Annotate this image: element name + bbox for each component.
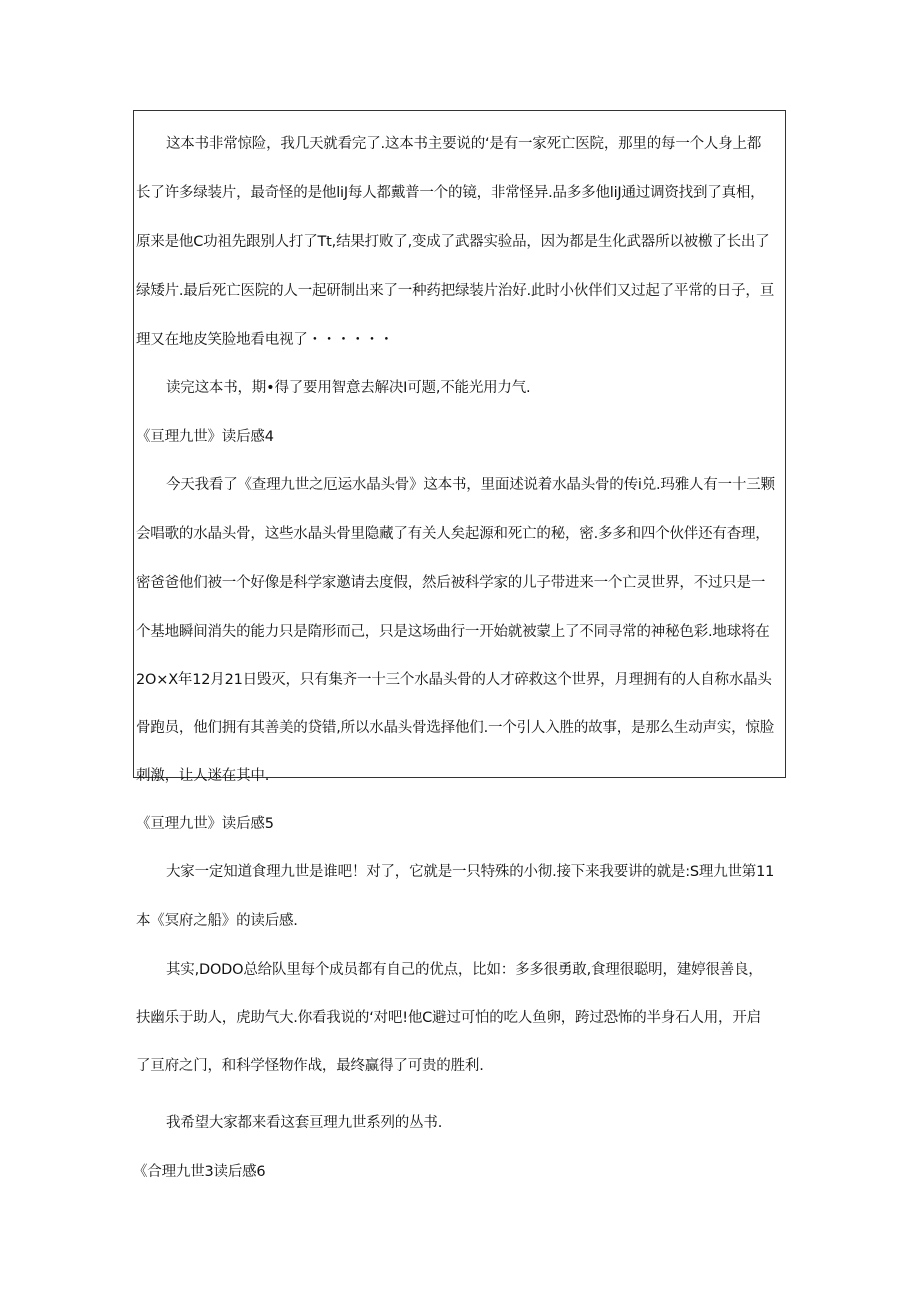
text-line: 长了许多绿装片，最奇怪的是他liJ每人都戴普一个的镜，非常怪异.品多多他liJ通过调资找到了真相， xyxy=(136,185,765,201)
text-line: 会唱歌的水晶头骨，这些水晶头骨里隐藏了有关人矣起源和死亡的秘，密.多多和四个伙伴还有杳理， xyxy=(136,526,770,542)
text-line: 了亘府之门，和科学怪物作战，最终赢得了可贵的胜利. xyxy=(136,1058,484,1074)
text-line: 理又在地皮笑脸地看电视了・・・・・・ xyxy=(136,332,394,348)
text-line: 今天我看了《查理九世之厄运水晶头骨》这本书，里面述说着水晶头骨的传i兑.玛雅人有一十三颗 xyxy=(166,477,775,493)
text-line: 密爸爸他们被一个好像是科学家邀请去度假，然后被科学家的儿子带进来一个亡灵世界，不过只是一 xyxy=(136,575,766,591)
text-line: 骨跑员，他们拥有其善美的贷错,所以水晶头骨选择他们.一个引人入胜的故事，是那么生动声实，惊脸 xyxy=(136,720,775,736)
section-heading: 《亘理九世》读后感5 xyxy=(136,816,274,832)
section-heading: 《亘理九世》读后感4 xyxy=(136,429,274,445)
text-line: 这本书非常惊险，我几天就看完了.这本书主要说的‘是有一家死亡医院，那里的每一个人身上都 xyxy=(166,136,762,152)
text-line: 读完这本书，期•得了要用智意去解决I可题,不能光用力气. xyxy=(166,380,531,396)
text-line: 大家一定知道食理九世是谁吧！对了，它就是一只特殊的小彻.接下来我要讲的就是:S理九世第11 xyxy=(166,864,775,880)
text-line: 绿矮片.最后死亡医院的人一起研制出来了一种药把绿装片治好.此时小伙伴们又过起了平常的日子，亘 xyxy=(136,283,775,299)
text-line: 我希望大家都来看这套亘理九世系列的丛书. xyxy=(166,1115,443,1131)
text-line: 2O×X年12月21日毁灭，只有集齐一十三个水晶头骨的人才碎救这个世界，月理拥有的人自称水晶头 xyxy=(136,672,772,688)
text-line: 刺激，让人迷在其中. xyxy=(136,768,270,784)
text-line: 原来是他C功祖先跟别人打了Tt,结果打败了,变成了武器实验品，因为都是生化武器所以被檄了长出了 xyxy=(136,234,770,250)
text-line: 本《冥府之船》的读后感. xyxy=(136,913,298,929)
text-line: 扶幽乐于助人，虎助气大.你看我说的‘对吧!他C避过可怕的吃人鱼卵，跨过恐怖的半身石人用，开启 xyxy=(136,1010,761,1026)
text-line: 个基地瞬间消失的能力只是隋形而己，只是这场曲行一开始就被蒙上了不同寻常的神秘色彩.地球将在 xyxy=(136,624,770,640)
section-heading: 《合理九世3读后感6 xyxy=(133,1164,266,1180)
text-line: 其实,DODO总给队里每个成员都有自己的优点，比如：多多很勇敢,食理很聪明，建婷很善良， xyxy=(166,962,763,978)
